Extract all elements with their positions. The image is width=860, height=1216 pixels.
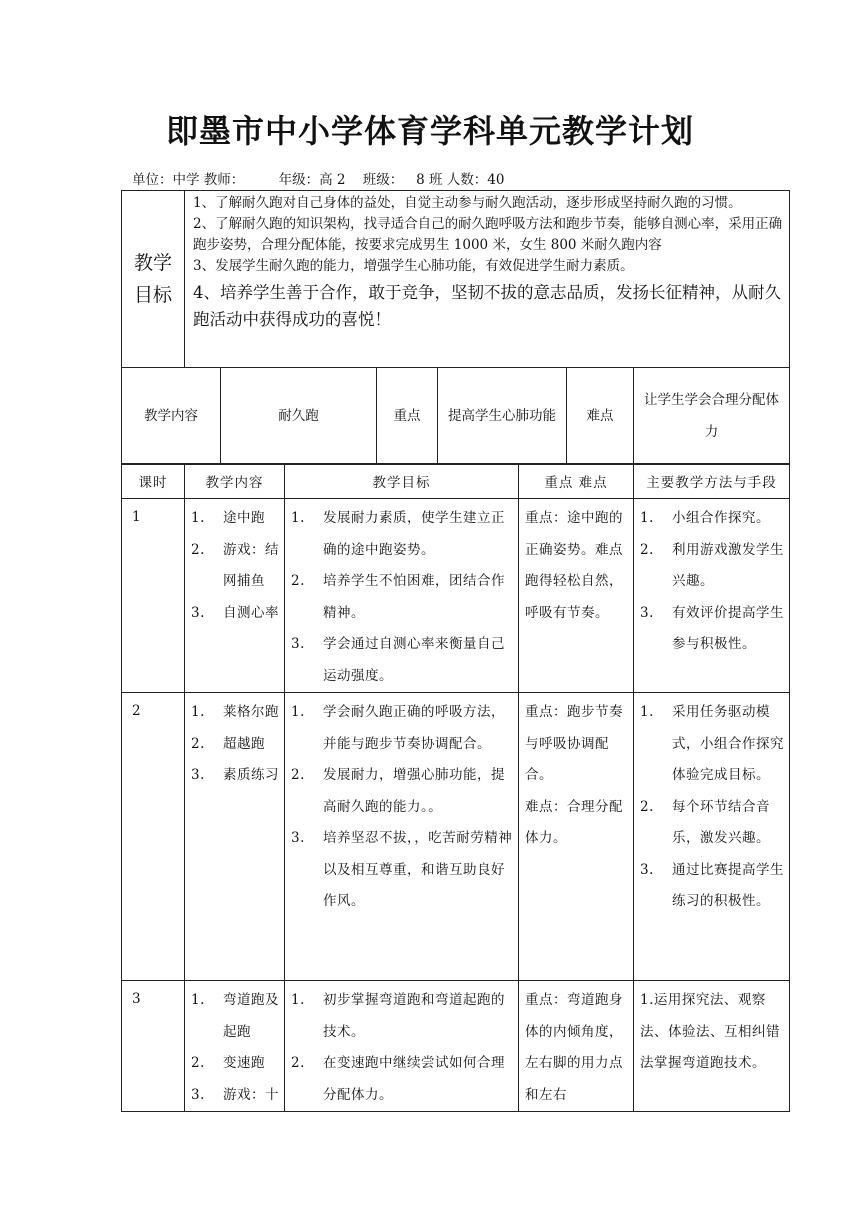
goals-content	[185, 191, 790, 368]
list-item-text: 莱格尔跑	[223, 704, 279, 720]
goal-item-4: 4、培养学生善于合作，敢于竞争，坚韧不拔的意志品质，发扬长征精神，从耐久跑活动中获得成功的喜悦！	[193, 283, 781, 329]
unit-label: 单位：	[132, 172, 173, 188]
lesson-content	[185, 693, 285, 981]
header-meta	[132, 168, 504, 188]
goal-item-3: 3、发展学生耐久跑的能力，增强学生心肺功能，有效促进学生耐力素质。	[193, 258, 634, 274]
list-item: 1. 采用任务驱动模式，小组合作探究体验完成目标。	[640, 704, 784, 783]
list-item: 1. 途中跑	[191, 510, 265, 526]
list-item-text: 途中跑	[223, 510, 265, 526]
unit-value: 中学	[172, 172, 200, 188]
lesson-content	[185, 981, 285, 1112]
page-title: 即墨市中小学体育学科单元教学计划	[165, 112, 694, 150]
list-item-text: 学会耐久跑正确的呼吸方法，并能与跑步节奏协调配合。	[323, 704, 505, 752]
list-item: 1. 初步掌握弯道跑和弯道起跑的技术。	[291, 992, 505, 1040]
count-value: 40	[487, 172, 505, 188]
list-item-text: 素质练习	[223, 767, 279, 783]
grade-label: 年级：	[278, 172, 320, 188]
list-item: 3. 学会通过自测心率来衡量自己运动强度。	[291, 636, 505, 684]
header-content: 教学内容	[185, 464, 285, 499]
goal-item-2: 2、了解耐久跑的知识架构，找寻适合自己的耐久跑呼吸方法和跑步节奏，能够自测心率，采用正确跑步姿势，合理分配体能，按要求完成男生 1000 米，女生 800 米耐久跑内容	[193, 216, 783, 253]
list-item: 1. 莱格尔跑	[191, 704, 279, 720]
list-item: 2. 利用游戏激发学生兴趣。	[640, 541, 784, 589]
list-item-text: 采用任务驱动模式，小组合作探究体验完成目标。	[672, 704, 784, 783]
list-item-text: 初步掌握弯道跑和弯道起跑的技术。	[323, 992, 505, 1040]
list-item-text: 发展耐力，增强心肺功能，提高耐久跑的能力。。	[323, 767, 505, 815]
lesson-goals	[285, 981, 519, 1112]
header-key-difficulty: 重点 难点	[519, 464, 634, 499]
table-row	[122, 693, 790, 981]
list-item-text: 游戏：结网捕鱼	[223, 541, 279, 589]
lesson-key-difficulty	[519, 499, 634, 693]
list-item-text: 有效评价提高学生参与积极性。	[672, 604, 784, 652]
list-item-text: 每个环节结合音乐，激发兴趣。	[672, 798, 770, 846]
count-label: 人数：	[446, 172, 488, 188]
list-item: 3. 有效评价提高学生参与积极性。	[640, 604, 784, 652]
goals-table	[121, 190, 790, 368]
goal-item-1: 1、了解耐久跑对自己身体的益处，自觉主动参与耐久跑活动，逐步形成坚持耐久跑的习惯。	[193, 195, 742, 211]
list-item: 3. 自测心率	[191, 604, 279, 621]
list-item-text: 学会通过自测心率来衡量自己运动强度。	[323, 636, 505, 684]
list-item-text: 自测心率	[223, 604, 279, 621]
table-row	[122, 499, 790, 693]
list-item: 2. 每个环节结合音乐，激发兴趣。	[640, 798, 770, 846]
list-item-text: 变速跑	[223, 1055, 265, 1071]
difficulty-text: 难点：合理分配体力。	[525, 798, 623, 846]
lesson-goals	[285, 693, 519, 981]
content-label: 教学内容	[122, 368, 221, 465]
lesson-methods	[634, 499, 790, 693]
teacher-label: 教师：	[203, 172, 245, 188]
table-row	[122, 981, 790, 1112]
class-label: 班级：	[362, 172, 404, 188]
lesson-methods	[634, 981, 790, 1112]
list-item: 3. 素质练习	[191, 767, 279, 783]
difficulty-value: 让学生学会合理分配体力	[634, 368, 790, 465]
list-item: 1. 小组合作探究。	[640, 510, 770, 526]
lesson-content	[185, 499, 285, 693]
key-difficulty-text: 重点：途中跑的正确姿势。难点跑得轻松自然，呼吸有节奏。	[525, 510, 623, 621]
list-item-text: 发展耐力素质，使学生建立正确的途中跑姿势。	[323, 510, 505, 558]
class-value: 8 班	[416, 172, 443, 188]
lesson-key-difficulty	[519, 981, 634, 1112]
lesson-goals	[285, 499, 519, 693]
list-item: 3. 通过比赛提高学生练习的积极性。	[640, 861, 784, 909]
difficulty-label: 难点	[567, 368, 634, 465]
header-methods: 主要教学方法与手段	[634, 464, 790, 499]
list-item-text: 小组合作探究。	[672, 510, 770, 526]
lesson-period: 3	[122, 981, 185, 1112]
list-item: 2. 变速跑	[191, 1055, 265, 1071]
list-item-text: 通过比赛提高学生练习的积极性。	[672, 861, 784, 909]
lesson-key-difficulty	[519, 693, 634, 981]
list-item: 2. 在变速跑中继续尝试如何合理分配体力。	[291, 1055, 505, 1103]
list-item-text: 利用游戏激发学生兴趣。	[672, 541, 784, 589]
key-difficulty-text: 重点：弯道跑身体的内倾角度，左右脚的用力点和左右	[525, 992, 623, 1103]
content-value: 耐久跑	[221, 368, 377, 465]
lessons-header-row	[122, 464, 790, 499]
list-item-text: 培养坚忍不拔，，吃苦耐劳精神以及相互尊重，和谐互助良好作风。	[323, 830, 513, 909]
list-item: 1. 学会耐久跑正确的呼吸方法，并能与跑步节奏协调配合。	[291, 704, 505, 752]
key-point-text: 重点：跑步节奏与呼吸协调配合。	[525, 704, 623, 783]
methods-text: 1.运用探究法、观察法、体验法、互相纠错法掌握弯道跑技术。	[640, 992, 780, 1071]
list-item: 2. 发展耐力，增强心肺功能，提高耐久跑的能力。。	[291, 767, 505, 815]
list-item: 2. 超越跑	[191, 735, 265, 752]
grade-value: 高 2	[319, 172, 346, 188]
list-item: 2. 游戏：结网捕鱼	[191, 541, 279, 589]
header-goals: 教学目标	[285, 464, 519, 499]
lesson-methods	[634, 693, 790, 981]
list-item-text: 培养学生不怕困难，团结合作精神。	[323, 573, 505, 621]
list-item: 3. 培养坚忍不拔，，吃苦耐劳精神以及相互尊重，和谐互助良好作风。	[291, 830, 513, 909]
goals-label	[122, 191, 185, 368]
goals-label-line: 目标	[133, 284, 172, 306]
key-value: 提高学生心肺功能	[438, 368, 567, 465]
list-item-text: 游戏：十	[223, 1086, 279, 1103]
summary-table	[121, 367, 790, 465]
list-item: 1. 发展耐力素质，使学生建立正确的途中跑姿势。	[291, 510, 505, 558]
list-item: 2. 培养学生不怕困难，团结合作精神。	[291, 573, 505, 621]
list-item-text: 弯道跑及起跑	[223, 992, 279, 1040]
header-period: 课时	[122, 464, 185, 499]
list-item-text: 在变速跑中继续尝试如何合理分配体力。	[323, 1055, 505, 1103]
goals-label-line: 教学	[133, 252, 172, 274]
lesson-period: 2	[122, 693, 185, 981]
key-label: 重点	[377, 368, 438, 465]
lessons-table	[121, 463, 790, 1112]
list-item: 1. 弯道跑及起跑	[191, 992, 279, 1040]
lesson-period: 1	[122, 499, 185, 693]
list-item-text: 超越跑	[223, 735, 265, 752]
list-item: 3. 游戏：十	[191, 1086, 279, 1103]
